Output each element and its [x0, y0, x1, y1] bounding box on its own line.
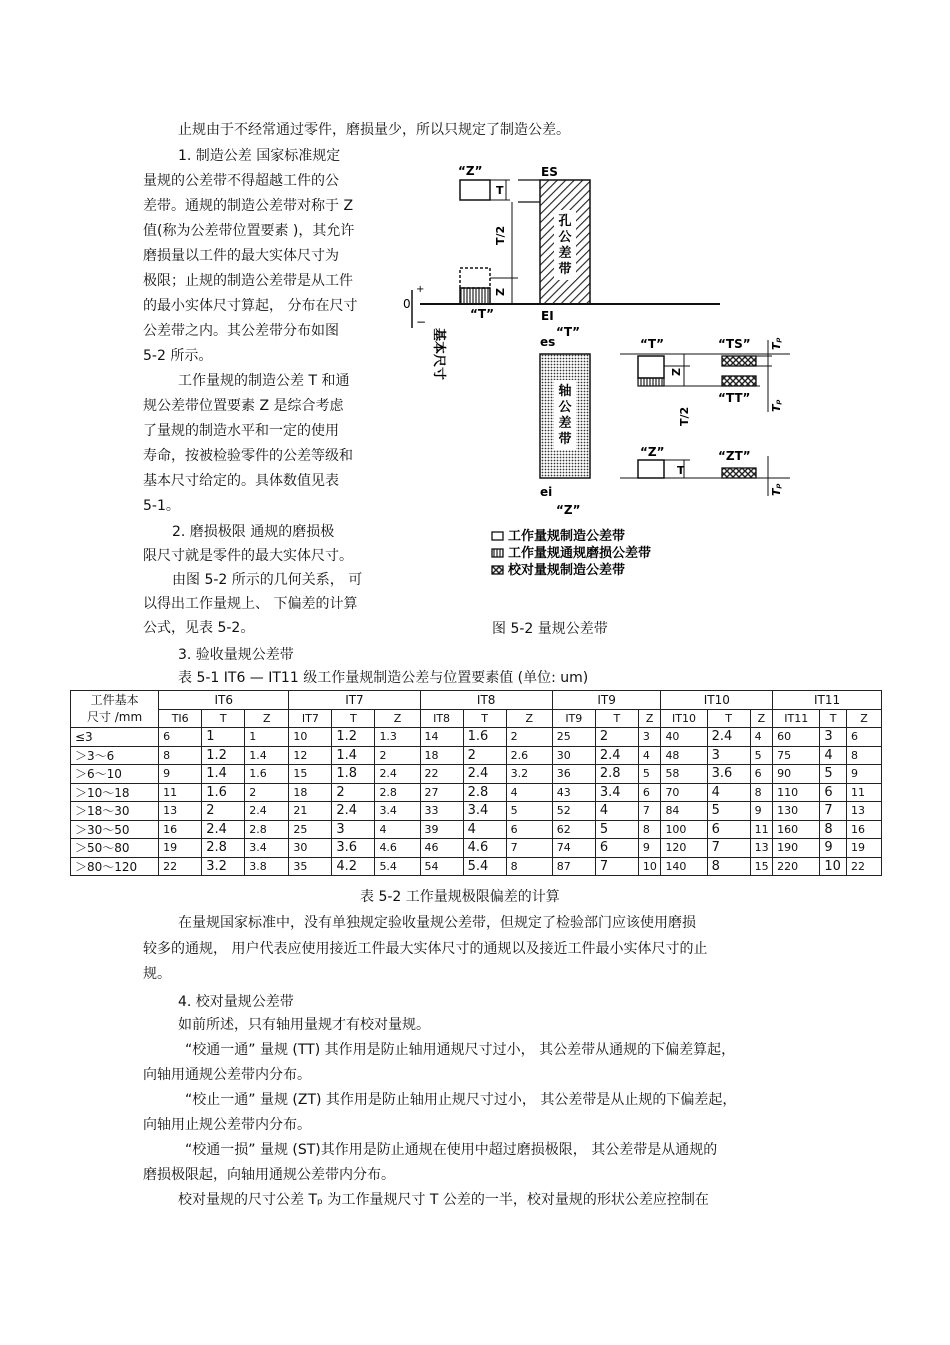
- subheader-cell: Z: [375, 709, 420, 728]
- value-cell: 6: [707, 820, 750, 839]
- section-2-line: 2. 磨损极限 通规的磨损极: [172, 524, 335, 540]
- subheader-cell: Z: [245, 709, 289, 728]
- value-cell: 19: [159, 839, 202, 858]
- zt-quote-label: “ZT”: [718, 449, 751, 463]
- value-cell: 9: [820, 839, 847, 858]
- value-cell: 16: [159, 820, 202, 839]
- value-cell: 3.4: [375, 802, 420, 821]
- value-cell: 1.6: [202, 783, 245, 802]
- value-cell: 90: [773, 765, 820, 784]
- ei-upper-label: EI: [541, 309, 554, 323]
- value-cell: 3: [820, 728, 847, 747]
- value-cell: 13: [846, 802, 881, 821]
- tolerance-table: [70, 690, 882, 876]
- figure-caption: 图 5-2 量规公差带: [492, 621, 608, 637]
- section-4-title: 4. 校对量规公差带: [178, 994, 294, 1010]
- value-cell: 8: [707, 857, 750, 876]
- value-cell: 2.4: [202, 820, 245, 839]
- value-cell: 27: [420, 783, 463, 802]
- value-cell: 8: [846, 746, 881, 765]
- value-cell: 2.4: [332, 802, 375, 821]
- value-cell: 22: [846, 857, 881, 876]
- value-cell: 5: [506, 802, 552, 821]
- table-row: [71, 839, 882, 858]
- value-cell: 6: [750, 765, 773, 784]
- z-quote-label: “Z”: [458, 164, 483, 178]
- value-cell: 11: [159, 783, 202, 802]
- section-1-line: 1. 制造公差 国家标准规定: [178, 148, 341, 164]
- value-cell: 15: [289, 765, 332, 784]
- size-range-cell: ＞50～80: [71, 839, 159, 858]
- table-title: 表 5-1 IT6 — IT11 级工作量规制造公差与位置要素值 (单位: um): [178, 670, 589, 686]
- value-cell: 3: [707, 746, 750, 765]
- es-upper-label: ES: [541, 165, 558, 179]
- value-cell: 46: [420, 839, 463, 858]
- value-cell: 11: [846, 783, 881, 802]
- value-cell: 2.4: [707, 728, 750, 747]
- value-cell: 11: [750, 820, 773, 839]
- value-cell: 190: [773, 839, 820, 858]
- header-it11: IT11: [773, 691, 882, 710]
- gauge-tolerance-figure: [400, 150, 930, 640]
- value-cell: 130: [773, 802, 820, 821]
- value-cell: 5.4: [375, 857, 420, 876]
- subheader-cell: T: [202, 709, 245, 728]
- value-cell: 25: [289, 820, 332, 839]
- value-cell: 2: [245, 783, 289, 802]
- subheader-cell: IT10: [661, 709, 707, 728]
- value-cell: 4: [375, 820, 420, 839]
- value-cell: 4: [506, 783, 552, 802]
- section-1-line: 5-2 所示。: [143, 348, 213, 364]
- value-cell: 2.4: [595, 746, 638, 765]
- value-cell: 8: [750, 783, 773, 802]
- value-cell: 2.8: [375, 783, 420, 802]
- shaft-band-label: 轴公差带: [558, 384, 572, 447]
- value-cell: 2.4: [463, 765, 506, 784]
- value-cell: 160: [773, 820, 820, 839]
- t-half-label: T/2: [494, 225, 507, 245]
- basic-size-label: 基本尺寸: [431, 328, 446, 381]
- value-cell: 13: [159, 802, 202, 821]
- subheader-cell: IT9: [552, 709, 595, 728]
- value-cell: 6: [820, 783, 847, 802]
- ts-check-gauge-band: [722, 356, 756, 366]
- value-cell: 9: [638, 839, 661, 858]
- value-cell: 3.2: [202, 857, 245, 876]
- section-2-line: 由图 5-2 所示的几何关系， 可: [172, 572, 363, 588]
- subheader-cell: T: [595, 709, 638, 728]
- value-cell: 70: [661, 783, 707, 802]
- value-cell: 22: [159, 857, 202, 876]
- value-cell: 3.4: [463, 802, 506, 821]
- section-1-line: 基本尺寸给定的。具体数值见表: [143, 473, 339, 489]
- value-cell: 3.6: [332, 839, 375, 858]
- value-cell: 4: [750, 728, 773, 747]
- z-quote-label-2: “Z”: [556, 503, 581, 517]
- tp-label-3: Tₚ: [770, 483, 783, 496]
- acceptance-line: 较多的通规， 用户代表应使用接近工件最大实体尺寸的通规以及接近工件最小实体尺寸的止: [143, 941, 708, 957]
- zero-label: 0: [403, 297, 411, 311]
- value-cell: 2.8: [463, 783, 506, 802]
- value-cell: 52: [552, 802, 595, 821]
- t-quote-label-2: “T”: [556, 325, 580, 339]
- header-it7: IT7: [289, 691, 420, 710]
- value-cell: 1.6: [245, 765, 289, 784]
- value-cell: 4: [463, 820, 506, 839]
- no-go-gauge-box-shaft: [638, 460, 664, 478]
- value-cell: 9: [159, 765, 202, 784]
- value-cell: 7: [707, 839, 750, 858]
- value-cell: 18: [289, 783, 332, 802]
- value-cell: 5.4: [463, 857, 506, 876]
- value-cell: 8: [638, 820, 661, 839]
- value-cell: 58: [661, 765, 707, 784]
- value-cell: 84: [661, 802, 707, 821]
- value-cell: 30: [552, 746, 595, 765]
- value-cell: 62: [552, 820, 595, 839]
- value-cell: 54: [420, 857, 463, 876]
- value-cell: 8: [506, 857, 552, 876]
- t-label: T: [496, 184, 504, 197]
- section-1-line: 磨损量以工件的最大实体尺寸为: [143, 248, 339, 264]
- value-cell: 87: [552, 857, 595, 876]
- acceptance-line: 在量规国家标准中，没有单独规定验收量规公差带，但规定了检验部门应该使用磨损: [178, 915, 696, 931]
- table-row: [71, 857, 882, 876]
- value-cell: 7: [638, 802, 661, 821]
- value-cell: 43: [552, 783, 595, 802]
- value-cell: 48: [661, 746, 707, 765]
- size-range-cell: ＞3～6: [71, 746, 159, 765]
- value-cell: 2: [375, 746, 420, 765]
- value-cell: 1.8: [332, 765, 375, 784]
- value-cell: 7: [595, 857, 638, 876]
- value-cell: 13: [750, 839, 773, 858]
- tt-quote-label: “TT”: [718, 391, 751, 405]
- value-cell: 3.8: [245, 857, 289, 876]
- t-label-2: T: [677, 464, 685, 477]
- subheader-cell: T: [332, 709, 375, 728]
- value-cell: 75: [773, 746, 820, 765]
- size-range-cell: ＞6～10: [71, 765, 159, 784]
- value-cell: 12: [289, 746, 332, 765]
- value-cell: 6: [506, 820, 552, 839]
- section-4-line: 向轴用通规公差带内分布。: [143, 1067, 311, 1083]
- table-subheader-row: [71, 709, 882, 728]
- size-range-cell: ＞80～120: [71, 857, 159, 876]
- subheader-cell: T: [707, 709, 750, 728]
- value-cell: 25: [552, 728, 595, 747]
- t-quote-label: “T”: [470, 307, 494, 321]
- value-cell: 33: [420, 802, 463, 821]
- value-cell: 7: [506, 839, 552, 858]
- section-1-line: 值(称为公差带位置要素 )，其允许: [143, 223, 355, 239]
- subheader-cell: Z: [506, 709, 552, 728]
- go-gauge-box: [460, 268, 490, 288]
- value-cell: 1.4: [202, 765, 245, 784]
- value-cell: 1.3: [375, 728, 420, 747]
- value-cell: 36: [552, 765, 595, 784]
- header-it6: IT6: [159, 691, 289, 710]
- section-2-line: 以得出工作量规上、 下偏差的计算: [143, 596, 358, 612]
- legend-swatch-wear: [492, 549, 503, 557]
- section-4-line: 校对量规的尺寸公差 Tₚ 为工作量规尺寸 T 公差的一半，校对量规的形状公差应控制在: [178, 1192, 709, 1208]
- value-cell: 2: [332, 783, 375, 802]
- value-cell: 5: [820, 765, 847, 784]
- value-cell: 5: [750, 746, 773, 765]
- value-cell: 14: [420, 728, 463, 747]
- section-4-line: 如前所述，只有轴用量规才有校对量规。: [178, 1017, 430, 1033]
- value-cell: 74: [552, 839, 595, 858]
- section-1-line: 差带。通规的制造公差带对称于 Z: [143, 198, 354, 214]
- value-cell: 3.4: [595, 783, 638, 802]
- t-half-label-2: T/2: [678, 406, 691, 426]
- subheader-cell: Z: [638, 709, 661, 728]
- value-cell: 1: [202, 728, 245, 747]
- section-2-line: 限尺寸就是零件的最大实体尺寸。: [143, 548, 353, 564]
- section-2-line: 公式，见表 5-2。: [143, 620, 255, 636]
- ts-quote-label: “TS”: [718, 337, 751, 351]
- no-go-gauge-box: [460, 180, 490, 200]
- value-cell: 8: [159, 746, 202, 765]
- value-cell: 1.4: [332, 746, 375, 765]
- subheader-cell: IT11: [773, 709, 820, 728]
- value-cell: 39: [420, 820, 463, 839]
- section-3-title: 3. 验收量规公差带: [178, 647, 294, 663]
- value-cell: 4: [707, 783, 750, 802]
- tp-label-2: Tₚ: [770, 399, 783, 412]
- value-cell: 100: [661, 820, 707, 839]
- go-gauge-box-shaft: [638, 356, 664, 378]
- table-row: [71, 783, 882, 802]
- size-range-cell: ＞30～50: [71, 820, 159, 839]
- section-1-line: 规公差带位置要素 Z 是综合考虑: [143, 398, 344, 414]
- section-1-line: 5-1。: [143, 498, 180, 514]
- section-1-line: 工作量规的制造公差 T 和通: [178, 373, 350, 389]
- value-cell: 3: [332, 820, 375, 839]
- legend-work-gauge: 工作量规制造公差带: [508, 529, 626, 544]
- size-range-cell: ≤3: [71, 728, 159, 747]
- value-cell: 4.6: [463, 839, 506, 858]
- subheader-cell: T: [820, 709, 847, 728]
- size-range-cell: ＞10～18: [71, 783, 159, 802]
- z-label-2: Z: [670, 368, 683, 376]
- value-cell: 10: [820, 857, 847, 876]
- subheader-cell: T: [463, 709, 506, 728]
- value-cell: 21: [289, 802, 332, 821]
- table-row: [71, 765, 882, 784]
- value-cell: 5: [707, 802, 750, 821]
- value-cell: 2.8: [202, 839, 245, 858]
- header-it10: IT10: [661, 691, 773, 710]
- value-cell: 9: [750, 802, 773, 821]
- plus-label: +: [416, 284, 425, 295]
- value-cell: 30: [289, 839, 332, 858]
- size-range-cell: ＞18～30: [71, 802, 159, 821]
- legend-check-gauge: 校对量规制造公差带: [508, 563, 626, 578]
- value-cell: 4.6: [375, 839, 420, 858]
- section-4-line: 磨损极限起，向轴用通规公差带内分布。: [143, 1167, 395, 1183]
- value-cell: 15: [750, 857, 773, 876]
- value-cell: 2: [202, 802, 245, 821]
- value-cell: 4.2: [332, 857, 375, 876]
- value-cell: 9: [846, 765, 881, 784]
- subheader-cell: Z: [750, 709, 773, 728]
- value-cell: 1.6: [463, 728, 506, 747]
- section-1-line: 寿命，按被检验零件的公差等级和: [143, 448, 353, 464]
- section-1-line: 公差带之内。其公差带分布如图: [143, 323, 339, 339]
- value-cell: 10: [289, 728, 332, 747]
- value-cell: 10: [638, 857, 661, 876]
- value-cell: 6: [638, 783, 661, 802]
- value-cell: 2.4: [245, 802, 289, 821]
- value-cell: 7: [820, 802, 847, 821]
- value-cell: 5: [595, 820, 638, 839]
- value-cell: 120: [661, 839, 707, 858]
- subheader-cell: IT7: [289, 709, 332, 728]
- section-4-line: 向轴用止规公差带内分布。: [143, 1117, 311, 1133]
- subheader-cell: TI6: [159, 709, 202, 728]
- legend-swatch-work-gauge: [492, 532, 503, 540]
- table-row: [71, 820, 882, 839]
- table-row: [71, 746, 882, 765]
- intro-line: 止规由于不经常通过零件，磨损量少，所以只规定了制造公差。: [178, 122, 570, 138]
- value-cell: 1.2: [202, 746, 245, 765]
- value-cell: 3.2: [506, 765, 552, 784]
- z-quote-label-3: “Z”: [640, 445, 665, 459]
- value-cell: 22: [420, 765, 463, 784]
- ei-lower-label: ei: [540, 485, 553, 499]
- legend-swatch-check-gauge: [492, 566, 503, 574]
- value-cell: 1: [245, 728, 289, 747]
- section-4-line: “校止一通” 量规 (ZT) 其作用是防止轴用止规尺寸过小， 其公差带是从止规的下偏差起，: [185, 1092, 737, 1108]
- value-cell: 3.6: [707, 765, 750, 784]
- section-1-line: 了量规的制造水平和一定的使用: [143, 423, 339, 439]
- acceptance-line: 规。: [143, 966, 171, 982]
- value-cell: 16: [846, 820, 881, 839]
- value-cell: 60: [773, 728, 820, 747]
- t-quote-label-3: “T”: [640, 337, 664, 351]
- value-cell: 4: [595, 802, 638, 821]
- legend-wear: 工作量规通规磨损公差带: [508, 546, 652, 561]
- header-it8: IT8: [420, 691, 552, 710]
- value-cell: 6: [846, 728, 881, 747]
- value-cell: 110: [773, 783, 820, 802]
- subheader-cell: Z: [846, 709, 881, 728]
- value-cell: 1.4: [245, 746, 289, 765]
- value-cell: 2.8: [595, 765, 638, 784]
- value-cell: 40: [661, 728, 707, 747]
- value-cell: 220: [773, 857, 820, 876]
- table2-title: 表 5-2 工作量规极限偏差的计算: [360, 889, 560, 905]
- table-row: [71, 728, 882, 747]
- value-cell: 4: [638, 746, 661, 765]
- zt-check-gauge-band: [722, 468, 756, 478]
- subheader-cell: IT8: [420, 709, 463, 728]
- minus-label: −: [416, 315, 427, 329]
- value-cell: 5: [638, 765, 661, 784]
- go-wear-band-shaft: [638, 378, 664, 386]
- value-cell: 2: [595, 728, 638, 747]
- value-cell: 2.6: [506, 746, 552, 765]
- value-cell: 140: [661, 857, 707, 876]
- hole-band-label: 孔公差带: [558, 214, 572, 277]
- value-cell: 2: [463, 746, 506, 765]
- value-cell: 6: [595, 839, 638, 858]
- go-gauge-wear-band: [460, 288, 490, 304]
- section-4-line: “校通一通” 量规 (TT) 其作用是防止轴用通规尺寸过小， 其公差带从通规的下偏差算起，: [185, 1042, 736, 1058]
- value-cell: 8: [820, 820, 847, 839]
- value-cell: 1.2: [332, 728, 375, 747]
- section-1-line: 极限；止规的制造公差带是从工件: [143, 273, 353, 289]
- header-basic-size: 工件基本 尺寸 /mm: [71, 691, 159, 728]
- value-cell: 3.4: [245, 839, 289, 858]
- table-row: [71, 802, 882, 821]
- value-cell: 2.8: [245, 820, 289, 839]
- z-label: Z: [494, 288, 507, 296]
- tt-check-gauge-band: [722, 376, 756, 386]
- tp-label: Tₚ: [770, 337, 783, 350]
- value-cell: 35: [289, 857, 332, 876]
- value-cell: 19: [846, 839, 881, 858]
- es-lower-label: es: [540, 335, 556, 349]
- section-1-line: 量规的公差带不得超越工件的公: [143, 173, 339, 189]
- section-4-line: “校通一损” 量规 (ST)其作用是防止通规在使用中超过磨损极限， 其公差带是从通规的: [185, 1142, 718, 1158]
- header-it9: IT9: [552, 691, 661, 710]
- value-cell: 6: [159, 728, 202, 747]
- value-cell: 2.4: [375, 765, 420, 784]
- value-cell: 4: [820, 746, 847, 765]
- section-1-line: 的最小实体尺寸算起， 分布在尺寸: [143, 298, 358, 314]
- value-cell: 18: [420, 746, 463, 765]
- value-cell: 2: [506, 728, 552, 747]
- value-cell: 3: [638, 728, 661, 747]
